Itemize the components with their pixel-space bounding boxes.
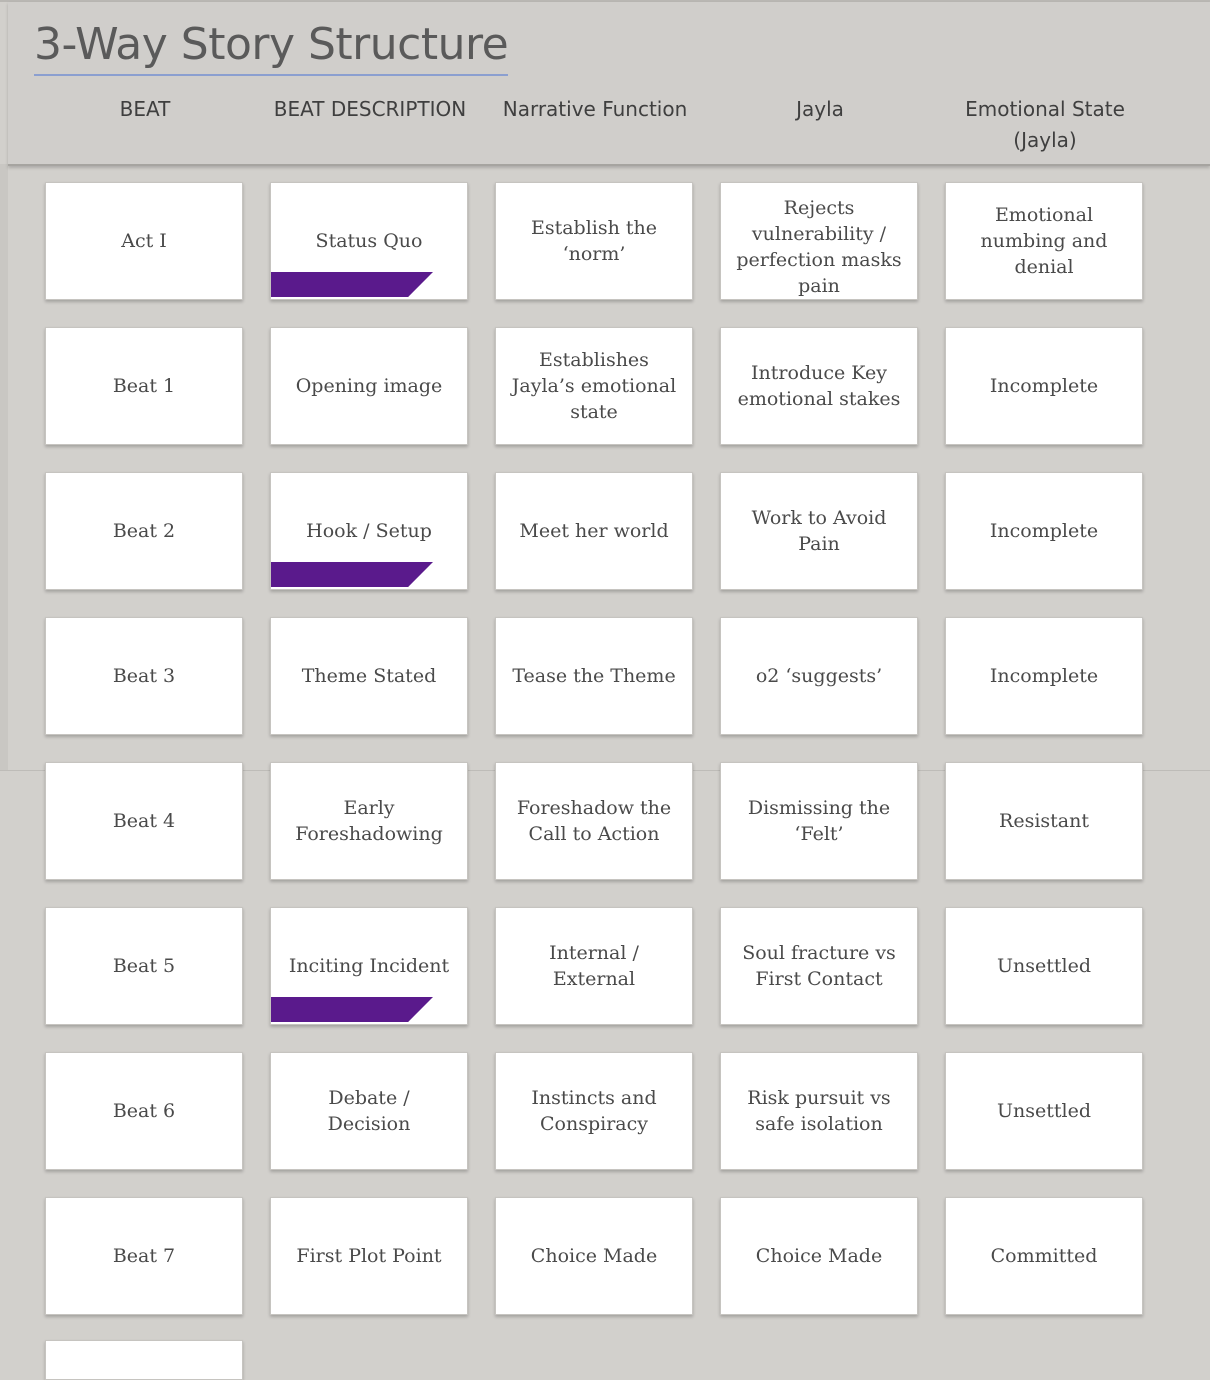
description-card-text: Theme Stated	[301, 665, 437, 687]
narrative-function-card-text: Foreshadow the Call to Action	[516, 797, 672, 845]
emotional-state-card[interactable]	[945, 472, 1143, 590]
narrative-function-card-text: Establishes Jayla’s emotional state	[511, 349, 677, 423]
jayla-card[interactable]	[720, 617, 918, 735]
emotional-state-card-text: Resistant	[999, 810, 1089, 832]
beat-card[interactable]	[45, 1197, 243, 1315]
narrative-function-card[interactable]	[495, 907, 693, 1025]
emotional-state-card-text: Committed	[990, 1245, 1098, 1267]
beat-card[interactable]	[45, 907, 243, 1025]
emotional-state-card[interactable]	[945, 617, 1143, 735]
beat-card-text: Beat 5	[112, 955, 176, 977]
jayla-card[interactable]	[720, 907, 918, 1025]
left-edge-strip	[0, 164, 8, 770]
beat-card-text: Act I	[121, 230, 167, 252]
description-card[interactable]	[270, 472, 468, 590]
emotional-state-card-text: Incomplete	[989, 665, 1099, 687]
jayla-card[interactable]	[720, 1197, 918, 1315]
description-card-text: Status Quo	[315, 230, 423, 252]
emotional-state-card-text: Incomplete	[989, 375, 1099, 397]
column-header-beat-description[interactable]: BEAT DESCRIPTION	[273, 97, 467, 121]
narrative-function-card[interactable]	[495, 617, 693, 735]
narrative-function-card[interactable]	[495, 472, 693, 590]
beat-card[interactable]	[45, 617, 243, 735]
emotional-state-card-text: Emotional numbing and denial	[980, 204, 1108, 278]
jayla-card-text: Soul fracture vs First Contact	[742, 942, 896, 990]
column-header-jayla[interactable]: Jayla	[796, 97, 844, 121]
jayla-card[interactable]	[720, 1052, 918, 1170]
beat-card-partial[interactable]	[45, 1340, 243, 1380]
emotional-state-card[interactable]	[945, 327, 1143, 445]
emotional-state-card[interactable]	[945, 1197, 1143, 1315]
jayla-card[interactable]	[720, 182, 918, 300]
column-header-emotional-state[interactable]: Emotional State (Jayla)	[965, 97, 1125, 152]
narrative-function-card[interactable]	[495, 762, 693, 880]
description-card[interactable]	[270, 617, 468, 735]
emotional-state-card-text: Unsettled	[997, 1100, 1091, 1122]
emotional-state-card[interactable]	[945, 182, 1143, 300]
narrative-function-card-text: Choice Made	[530, 1245, 658, 1267]
purple-tag-icon	[270, 997, 433, 1022]
narrative-function-card[interactable]	[495, 327, 693, 445]
beat-card-text: Beat 7	[112, 1245, 176, 1267]
narrative-function-card-text: Tease the Theme	[512, 665, 676, 687]
column-header-beat[interactable]: BEAT	[119, 97, 171, 121]
narrative-function-card[interactable]	[495, 1052, 693, 1170]
description-card[interactable]	[270, 907, 468, 1025]
description-card[interactable]	[270, 327, 468, 445]
purple-tag-icon	[270, 562, 433, 587]
description-card-text: First Plot Point	[296, 1245, 442, 1267]
narrative-function-card-text: Instincts and Conspiracy	[531, 1087, 657, 1135]
beat-card[interactable]	[45, 182, 243, 300]
narrative-function-card-text: Internal / External	[549, 942, 639, 990]
beat-card[interactable]	[45, 327, 243, 445]
page-title[interactable]: 3-Way Story Structure	[34, 16, 508, 76]
beat-card-text: Beat 6	[112, 1100, 176, 1122]
jayla-card[interactable]	[720, 472, 918, 590]
jayla-card[interactable]	[720, 327, 918, 445]
jayla-card-text: Dismissing the ‘Felt’	[747, 797, 891, 845]
emotional-state-card-text: Unsettled	[997, 955, 1091, 977]
beat-card-text: Beat 1	[112, 375, 176, 397]
emotional-state-card[interactable]	[945, 1052, 1143, 1170]
description-card-text: Opening image	[295, 375, 443, 397]
jayla-card-text: Choice Made	[755, 1245, 883, 1267]
jayla-card-text: Risk pursuit vs safe isolation	[747, 1087, 891, 1135]
beat-card[interactable]	[45, 1052, 243, 1170]
description-card[interactable]	[270, 1197, 468, 1315]
jayla-card[interactable]	[720, 762, 918, 880]
beat-card-text: Beat 2	[112, 520, 176, 542]
narrative-function-card-text: Meet her world	[519, 520, 669, 542]
description-card-text: Debate / Decision	[327, 1087, 411, 1135]
narrative-function-card[interactable]	[495, 1197, 693, 1315]
beat-card-text: Beat 4	[112, 810, 176, 832]
jayla-card-text: Rejects vulnerability / perfection masks pain	[736, 197, 902, 297]
purple-tag-icon	[270, 272, 433, 297]
emotional-state-card[interactable]	[945, 762, 1143, 880]
description-card[interactable]	[270, 182, 468, 300]
jayla-card-text: Work to Avoid Pain	[751, 507, 887, 555]
jayla-card-text: o2 ‘suggests’	[755, 665, 883, 687]
description-card-text: Early Foreshadowing	[295, 797, 443, 845]
emotional-state-card-text: Incomplete	[989, 520, 1099, 542]
beat-card[interactable]	[45, 762, 243, 880]
board-header	[8, 2, 1210, 166]
description-card-text: Hook / Setup	[306, 520, 432, 542]
description-card-text: Inciting Incident	[288, 955, 450, 977]
description-card[interactable]	[270, 1052, 468, 1170]
emotional-state-card[interactable]	[945, 907, 1143, 1025]
narrative-function-card-text: Establish the ‘norm’	[530, 217, 658, 265]
column-header-narrative-function[interactable]: Narrative Function	[502, 97, 688, 121]
narrative-function-card[interactable]	[495, 182, 693, 300]
beat-card-text: Beat 3	[112, 665, 176, 687]
jayla-card-text: Introduce Key emotional stakes	[737, 362, 901, 410]
beat-card[interactable]	[45, 472, 243, 590]
description-card[interactable]	[270, 762, 468, 880]
